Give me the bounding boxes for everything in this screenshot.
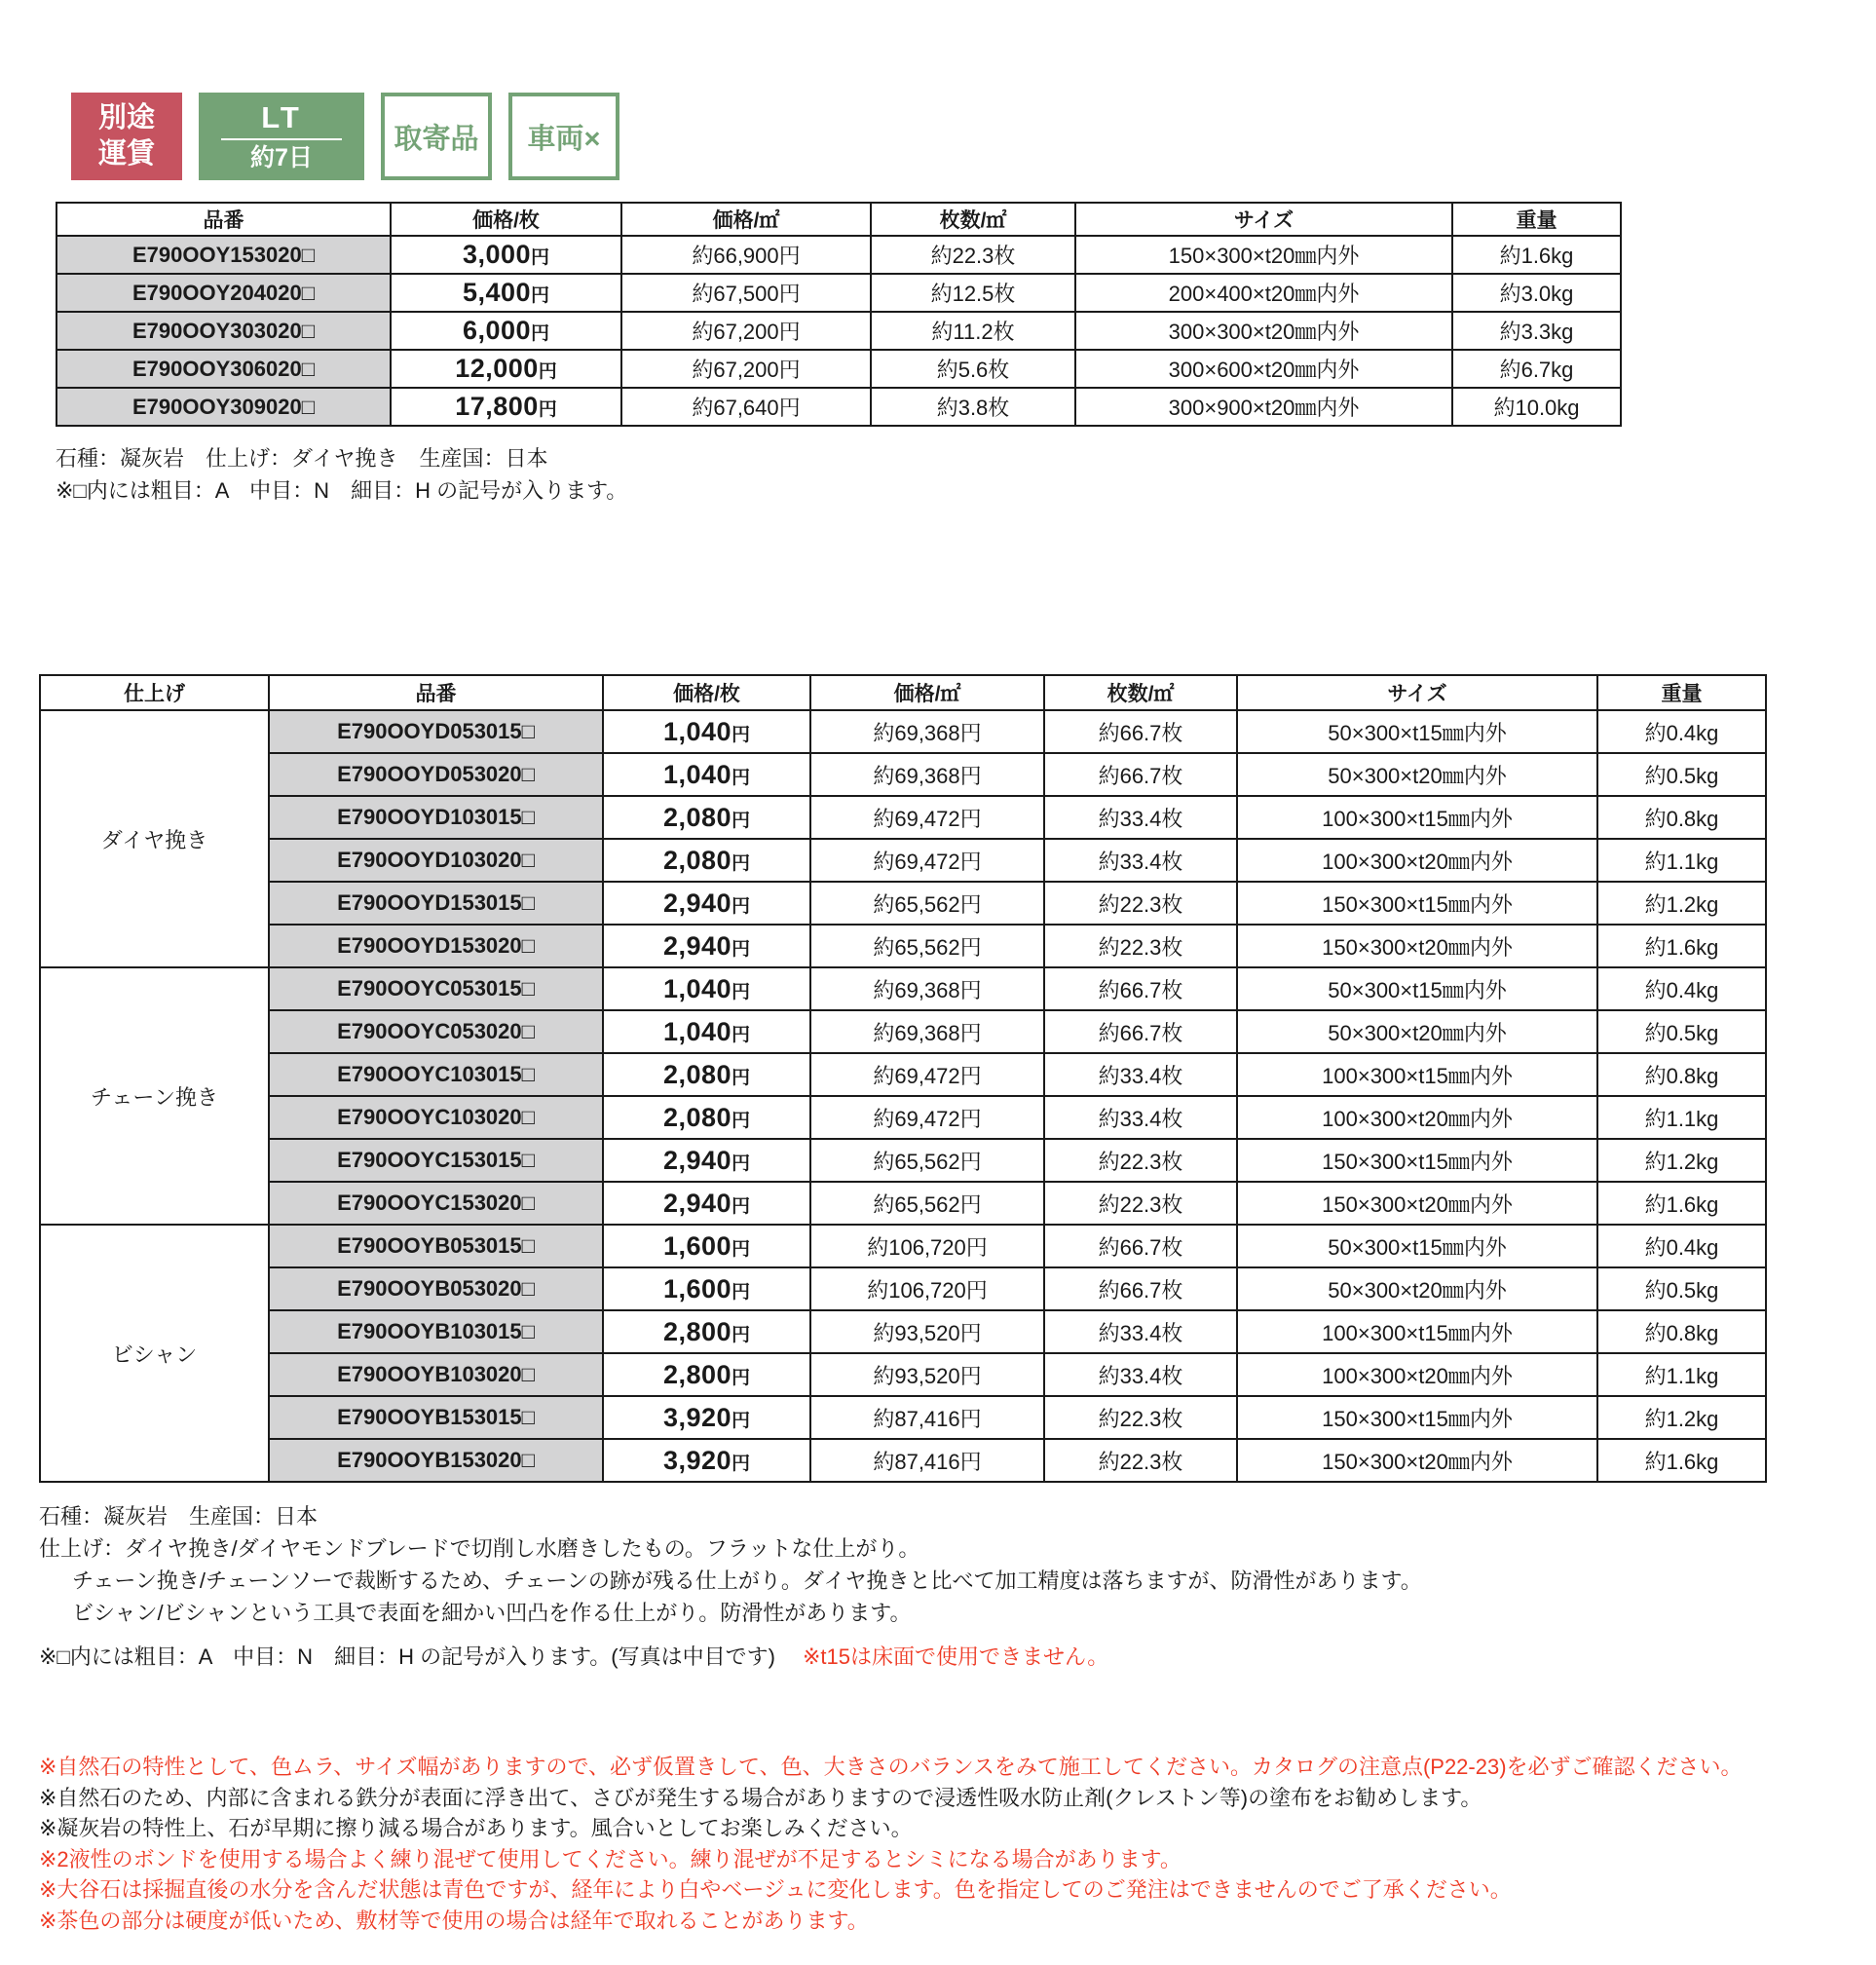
- price-per-piece-cell: [603, 796, 810, 839]
- price-per-sqm-cell: 約69,472円: [810, 796, 1044, 839]
- price-per-piece-cell: [603, 1439, 810, 1482]
- size-cell: 300×900×t20㎜内外: [1075, 388, 1452, 426]
- finish-group-cell: ダイヤ挽き: [40, 710, 269, 967]
- weight-cell: 約10.0kg: [1452, 388, 1621, 426]
- product-code-cell: E790OOYC053015□: [269, 967, 603, 1010]
- price-per-piece-cell: [603, 1396, 810, 1439]
- badge-text: 車両×: [527, 123, 601, 155]
- header-size: サイズ: [1075, 203, 1452, 236]
- price-unit: 円: [538, 399, 557, 420]
- badge-text: 取寄品: [394, 123, 479, 155]
- price-per-piece-cell: [391, 274, 621, 312]
- weight-cell: 約3.0kg: [1452, 274, 1621, 312]
- product-code-cell: E790OOYC103015□: [269, 1053, 603, 1096]
- product-code-cell: E790OOYC103020□: [269, 1096, 603, 1139]
- price-per-sqm-cell: 約67,500円: [621, 274, 871, 312]
- price-unit: 円: [732, 1453, 751, 1474]
- stone-spec-note: 石種：凝灰岩 仕上げ：ダイヤ挽き 生産国：日本: [56, 446, 548, 471]
- size-cell: 100×300×t20㎜内外: [1237, 839, 1597, 882]
- price-table-main: [56, 202, 1622, 427]
- footnote-line: ※自然石の特性として、色ムラ、サイズ幅がありますので、必ず仮置きして、色、大きさのバランスをみて施工してください。カタログの注意点(P22-23)を必ずご確認ください。: [39, 1755, 1743, 1779]
- footnote-line: ※自然石のため、内部に含まれる鉄分が表面に浮き出て、さびが発生する場合がありますので浸透性吸水防止剤(クレストン等)の塗布をお勧めします。: [39, 1785, 1482, 1810]
- price-per-sqm-cell: 約87,416円: [810, 1396, 1044, 1439]
- header-price-per-piece: 価格/枚: [603, 675, 810, 710]
- weight-cell: 約6.7kg: [1452, 350, 1621, 388]
- size-cell: 150×300×t15㎜内外: [1237, 882, 1597, 925]
- size-cell: 300×600×t20㎜内外: [1075, 350, 1452, 388]
- finish-description-note: 仕上げ：ダイヤ挽き/ダイヤモンドブレードで切削し水磨きしたもの。フラットな仕上がり。: [39, 1536, 920, 1561]
- table-row: [56, 274, 1621, 312]
- weight-cell: 約1.1kg: [1597, 839, 1766, 882]
- symbol-note-black: ※□内には粗目：A 中目：N 細目：H の記号が入ります。(写真は中目です): [39, 1644, 775, 1669]
- pieces-per-sqm-cell: 約66.7枚: [1044, 1010, 1237, 1053]
- size-cell: 200×400×t20㎜内外: [1075, 274, 1452, 312]
- price-unit: 円: [732, 1153, 751, 1174]
- size-cell: 300×300×t20㎜内外: [1075, 312, 1452, 350]
- weight-cell: 約1.1kg: [1597, 1096, 1766, 1139]
- size-cell: 150×300×t20㎜内外: [1075, 236, 1452, 274]
- symbol-note-red: ※t15は床面で使用できません。: [802, 1644, 1109, 1669]
- stone-spec-note: 石種：凝灰岩 生産国：日本: [39, 1504, 319, 1529]
- price-per-piece-cell: [391, 312, 621, 350]
- price-value: 2,080: [662, 802, 732, 832]
- separate-shipping-badge: [71, 93, 182, 180]
- weight-cell: 約1.6kg: [1597, 1182, 1766, 1225]
- product-code-cell: E790OOY204020□: [56, 274, 391, 312]
- weight-cell: 約0.8kg: [1597, 796, 1766, 839]
- header-product-code: 品番: [56, 203, 391, 236]
- price-value: 6,000: [462, 316, 532, 345]
- finish-group-cell: ビシャン: [40, 1225, 269, 1482]
- header-product-code: 品番: [269, 675, 603, 710]
- price-unit: 円: [732, 938, 751, 960]
- header-pieces-per-sqm: 枚数/㎡: [871, 203, 1075, 236]
- size-cell: 100×300×t15㎜内外: [1237, 1310, 1597, 1353]
- price-per-piece-cell: [603, 967, 810, 1010]
- finish-group-cell: チェーン挽き: [40, 967, 269, 1225]
- price-per-sqm-cell: 約69,472円: [810, 1096, 1044, 1139]
- lead-time-code: LT: [261, 99, 302, 134]
- header-finish: 仕上げ: [40, 675, 269, 710]
- product-code-cell: E790OOY303020□: [56, 312, 391, 350]
- price-per-sqm-cell: 約69,368円: [810, 710, 1044, 753]
- price-value: 2,940: [662, 888, 732, 918]
- price-unit: 円: [732, 1195, 751, 1217]
- price-value: 2,940: [662, 1188, 732, 1218]
- price-per-sqm-cell: 約69,368円: [810, 967, 1044, 1010]
- product-code-cell: E790OOYB103020□: [269, 1353, 603, 1396]
- weight-cell: 約0.4kg: [1597, 967, 1766, 1010]
- price-unit: 円: [732, 1067, 751, 1088]
- price-per-sqm-cell: 約106,720円: [810, 1267, 1044, 1310]
- weight-cell: 約1.2kg: [1597, 1396, 1766, 1439]
- pieces-per-sqm-cell: 約22.3枚: [1044, 1439, 1237, 1482]
- table-row: [40, 1310, 1766, 1353]
- size-cell: 100×300×t20㎜内外: [1237, 1096, 1597, 1139]
- pieces-per-sqm-cell: 約22.3枚: [1044, 1139, 1237, 1182]
- table-row: [40, 882, 1766, 925]
- price-value: 2,800: [662, 1359, 732, 1389]
- price-per-sqm-cell: 約65,562円: [810, 925, 1044, 967]
- price-per-piece-cell: [391, 236, 621, 274]
- price-table-finishes: [39, 674, 1767, 1483]
- table-row: [40, 1096, 1766, 1139]
- price-value: 2,940: [662, 1145, 732, 1175]
- vehicle-restriction-badge: [508, 93, 619, 180]
- product-code-cell: E790OOYC153020□: [269, 1182, 603, 1225]
- price-per-sqm-cell: 約69,368円: [810, 1010, 1044, 1053]
- weight-cell: 約0.4kg: [1597, 1225, 1766, 1267]
- weight-cell: 約0.5kg: [1597, 1267, 1766, 1310]
- price-unit: 円: [732, 1410, 751, 1431]
- table-row: [40, 967, 1766, 1010]
- pieces-per-sqm-cell: 約5.6枚: [871, 350, 1075, 388]
- header-price-per-sqm: 価格/㎡: [810, 675, 1044, 710]
- price-value: 2,080: [662, 1059, 732, 1089]
- price-per-sqm-cell: 約67,640円: [621, 388, 871, 426]
- size-cell: 150×300×t20㎜内外: [1237, 1439, 1597, 1482]
- header-size: サイズ: [1237, 675, 1597, 710]
- price-per-piece-cell: [603, 1096, 810, 1139]
- price-per-piece-cell: [603, 1310, 810, 1353]
- product-code-cell: E790OOYB053020□: [269, 1267, 603, 1310]
- weight-cell: 約1.6kg: [1452, 236, 1621, 274]
- size-cell: 50×300×t15㎜内外: [1237, 967, 1597, 1010]
- price-value: 3,920: [662, 1445, 732, 1475]
- price-value: 2,940: [662, 930, 732, 961]
- weight-cell: 約1.2kg: [1597, 1139, 1766, 1182]
- price-value: 1,600: [662, 1230, 732, 1261]
- price-unit: 円: [732, 895, 751, 917]
- price-unit: 円: [732, 767, 751, 788]
- price-unit: 円: [531, 285, 550, 306]
- table-row: [56, 312, 1621, 350]
- price-per-piece-cell: [603, 1225, 810, 1267]
- price-unit: 円: [538, 361, 557, 382]
- price-per-sqm-cell: 約67,200円: [621, 350, 871, 388]
- weight-cell: 約0.5kg: [1597, 753, 1766, 796]
- weight-cell: 約0.8kg: [1597, 1310, 1766, 1353]
- product-code-cell: E790OOYC153015□: [269, 1139, 603, 1182]
- badge-row: [71, 93, 619, 180]
- product-code-cell: E790OOY306020□: [56, 350, 391, 388]
- table-row: [40, 925, 1766, 967]
- price-unit: 円: [732, 1324, 751, 1345]
- badge-text: 別途: [97, 102, 155, 133]
- finish-price-table-block: [39, 674, 1767, 1673]
- price-value: 1,040: [662, 973, 732, 1003]
- price-per-sqm-cell: 約65,562円: [810, 1139, 1044, 1182]
- price-unit: 円: [732, 981, 751, 1002]
- price-per-sqm-cell: 約65,562円: [810, 1182, 1044, 1225]
- header-price-per-sqm: 価格/㎡: [621, 203, 871, 236]
- price-value: 1,600: [662, 1273, 732, 1304]
- price-value: 12,000: [455, 354, 539, 383]
- product-code-cell: E790OOYB053015□: [269, 1225, 603, 1267]
- size-cell: 100×300×t20㎜内外: [1237, 1353, 1597, 1396]
- header-weight: 重量: [1597, 675, 1766, 710]
- size-cell: 150×300×t20㎜内外: [1237, 1182, 1597, 1225]
- product-code-cell: E790OOYD153020□: [269, 925, 603, 967]
- price-value: 2,800: [662, 1316, 732, 1346]
- backorder-badge: [381, 93, 492, 180]
- product-code-cell: E790OOYB103015□: [269, 1310, 603, 1353]
- table-row: [40, 1267, 1766, 1310]
- pieces-per-sqm-cell: 約33.4枚: [1044, 1096, 1237, 1139]
- price-per-piece-cell: [603, 882, 810, 925]
- price-unit: 円: [732, 724, 751, 745]
- price-unit: 円: [531, 247, 550, 268]
- table-row: [40, 1139, 1766, 1182]
- table-row: [56, 236, 1621, 274]
- table-header-row: [40, 675, 1766, 710]
- table-row: [40, 1439, 1766, 1482]
- pieces-per-sqm-cell: 約22.3枚: [1044, 925, 1237, 967]
- price-per-piece-cell: [391, 350, 621, 388]
- weight-cell: 約3.3kg: [1452, 312, 1621, 350]
- price-value: 17,800: [455, 392, 539, 421]
- price-value: 3,920: [662, 1402, 732, 1432]
- price-unit: 円: [732, 1281, 751, 1303]
- product-code-cell: E790OOYD103020□: [269, 839, 603, 882]
- size-cell: 50×300×t15㎜内外: [1237, 1225, 1597, 1267]
- price-per-piece-cell: [603, 1267, 810, 1310]
- price-per-piece-cell: [603, 1182, 810, 1225]
- pieces-per-sqm-cell: 約66.7枚: [1044, 1267, 1237, 1310]
- symbol-note: [39, 1641, 1767, 1673]
- product-code-cell: E790OOY153020□: [56, 236, 391, 274]
- table-row: [40, 1053, 1766, 1096]
- pieces-per-sqm-cell: 約33.4枚: [1044, 1310, 1237, 1353]
- table-header-row: [56, 203, 1621, 236]
- weight-cell: 約1.6kg: [1597, 1439, 1766, 1482]
- pieces-per-sqm-cell: 約33.4枚: [1044, 839, 1237, 882]
- price-per-sqm-cell: 約106,720円: [810, 1225, 1044, 1267]
- table-row: [40, 1396, 1766, 1439]
- size-cell: 50×300×t20㎜内外: [1237, 753, 1597, 796]
- table-row: [40, 753, 1766, 796]
- pieces-per-sqm-cell: 約33.4枚: [1044, 796, 1237, 839]
- product-code-cell: E790OOYD103015□: [269, 796, 603, 839]
- price-per-sqm-cell: 約69,472円: [810, 1053, 1044, 1096]
- product-code-cell: E790OOYB153020□: [269, 1439, 603, 1482]
- product-code-cell: E790OOYD053020□: [269, 753, 603, 796]
- finish-description-note: チェーン挽き/チェーンソーで裁断するため、チェーンの跡が残る仕上がり。ダイヤ挽きと比べて加工精度は落ちますが、防滑性があります。: [72, 1568, 1422, 1593]
- table-row: [40, 710, 1766, 753]
- price-value: 1,040: [662, 759, 732, 789]
- price-per-sqm-cell: 約69,368円: [810, 753, 1044, 796]
- badge-divider: [221, 138, 342, 140]
- pieces-per-sqm-cell: 約33.4枚: [1044, 1353, 1237, 1396]
- size-cell: 50×300×t15㎜内外: [1237, 710, 1597, 753]
- price-per-sqm-cell: 約87,416円: [810, 1439, 1044, 1482]
- price-unit: 円: [732, 852, 751, 874]
- size-cell: 50×300×t20㎜内外: [1237, 1267, 1597, 1310]
- price-unit: 円: [732, 810, 751, 831]
- size-cell: 150×300×t15㎜内外: [1237, 1139, 1597, 1182]
- badge-text: 運賃: [97, 138, 155, 170]
- lead-time-badge: [199, 93, 364, 180]
- product-code-cell: E790OOYD153015□: [269, 882, 603, 925]
- weight-cell: 約0.5kg: [1597, 1010, 1766, 1053]
- symbol-note: ※□内には粗目：A 中目：N 細目：H の記号が入ります。: [56, 478, 628, 503]
- pieces-per-sqm-cell: 約66.7枚: [1044, 967, 1237, 1010]
- pieces-per-sqm-cell: 約3.8枚: [871, 388, 1075, 426]
- header-price-per-piece: 価格/枚: [391, 203, 621, 236]
- price-per-sqm-cell: 約67,200円: [621, 312, 871, 350]
- pieces-per-sqm-cell: 約22.3枚: [1044, 882, 1237, 925]
- table-row: [40, 1225, 1766, 1267]
- weight-cell: 約0.4kg: [1597, 710, 1766, 753]
- price-unit: 円: [732, 1110, 751, 1131]
- price-value: 1,040: [662, 1016, 732, 1046]
- table-row: [56, 388, 1621, 426]
- product-code-cell: E790OOY309020□: [56, 388, 391, 426]
- price-unit: 円: [732, 1238, 751, 1260]
- pieces-per-sqm-cell: 約22.3枚: [1044, 1182, 1237, 1225]
- pieces-per-sqm-cell: 約22.3枚: [1044, 1396, 1237, 1439]
- main-price-table-block: [56, 202, 1622, 507]
- pieces-per-sqm-cell: 約22.3枚: [871, 236, 1075, 274]
- price-value: 2,080: [662, 845, 732, 875]
- price-value: 1,040: [662, 716, 732, 746]
- product-code-cell: E790OOYB153015□: [269, 1396, 603, 1439]
- price-per-sqm-cell: 約93,520円: [810, 1310, 1044, 1353]
- price-per-piece-cell: [603, 1139, 810, 1182]
- weight-cell: 約1.2kg: [1597, 882, 1766, 925]
- footnote-line: ※2液性のボンドを使用する場合よく練り混ぜて使用してください。練り混ぜが不足するとシミになる場合があります。: [39, 1846, 1182, 1871]
- pieces-per-sqm-cell: 約66.7枚: [1044, 1225, 1237, 1267]
- price-value: 3,000: [462, 240, 532, 269]
- size-cell: 100×300×t15㎜内外: [1237, 1053, 1597, 1096]
- pieces-per-sqm-cell: 約66.7枚: [1044, 753, 1237, 796]
- weight-cell: 約1.1kg: [1597, 1353, 1766, 1396]
- price-per-sqm-cell: 約66,900円: [621, 236, 871, 274]
- table-row: [40, 839, 1766, 882]
- pieces-per-sqm-cell: 約12.5枚: [871, 274, 1075, 312]
- table-row: [56, 350, 1621, 388]
- price-per-piece-cell: [603, 753, 810, 796]
- footnote-block: [39, 1752, 1851, 1936]
- price-unit: 円: [732, 1024, 751, 1045]
- table-row: [40, 796, 1766, 839]
- header-pieces-per-sqm: 枚数/㎡: [1044, 675, 1237, 710]
- price-value: 2,080: [662, 1102, 732, 1132]
- size-cell: 150×300×t15㎜内外: [1237, 1396, 1597, 1439]
- price-per-sqm-cell: 約69,472円: [810, 839, 1044, 882]
- footnote-line: ※茶色の部分は硬度が低いため、敷材等で使用の場合は経年で取れることがあります。: [39, 1908, 869, 1933]
- pieces-per-sqm-cell: 約11.2枚: [871, 312, 1075, 350]
- price-per-piece-cell: [603, 925, 810, 967]
- size-cell: 100×300×t15㎜内外: [1237, 796, 1597, 839]
- price-per-piece-cell: [391, 388, 621, 426]
- table-row: [40, 1353, 1766, 1396]
- table-row: [40, 1182, 1766, 1225]
- footnote-line: ※大谷石は採掘直後の水分を含んだ状態は青色ですが、経年により白やベージュに変化します。色を指定してのご発注はできませんのでご了承ください。: [39, 1877, 1512, 1902]
- weight-cell: 約1.6kg: [1597, 925, 1766, 967]
- weight-cell: 約0.8kg: [1597, 1053, 1766, 1096]
- product-code-cell: E790OOYD053015□: [269, 710, 603, 753]
- price-per-sqm-cell: 約93,520円: [810, 1353, 1044, 1396]
- price-per-piece-cell: [603, 1010, 810, 1053]
- size-cell: 50×300×t20㎜内外: [1237, 1010, 1597, 1053]
- price-per-piece-cell: [603, 1353, 810, 1396]
- size-cell: 150×300×t20㎜内外: [1237, 925, 1597, 967]
- table-row: [40, 1010, 1766, 1053]
- lead-time-days: 約7日: [250, 143, 313, 171]
- pieces-per-sqm-cell: 約66.7枚: [1044, 710, 1237, 753]
- pieces-per-sqm-cell: 約33.4枚: [1044, 1053, 1237, 1096]
- price-unit: 円: [732, 1367, 751, 1388]
- finish-description-note: ビシャン/ビシャンという工具で表面を細かい凹凸を作る仕上がり。防滑性があります。: [72, 1601, 912, 1625]
- price-per-piece-cell: [603, 839, 810, 882]
- price-per-sqm-cell: 約65,562円: [810, 882, 1044, 925]
- product-code-cell: E790OOYC053020□: [269, 1010, 603, 1053]
- footnote-line: ※凝灰岩の特性上、石が早期に擦り減る場合があります。風合いとしてお楽しみください。: [39, 1816, 913, 1840]
- price-per-piece-cell: [603, 1053, 810, 1096]
- header-weight: 重量: [1452, 203, 1621, 236]
- price-per-piece-cell: [603, 710, 810, 753]
- price-unit: 円: [531, 323, 550, 344]
- price-value: 5,400: [462, 278, 532, 307]
